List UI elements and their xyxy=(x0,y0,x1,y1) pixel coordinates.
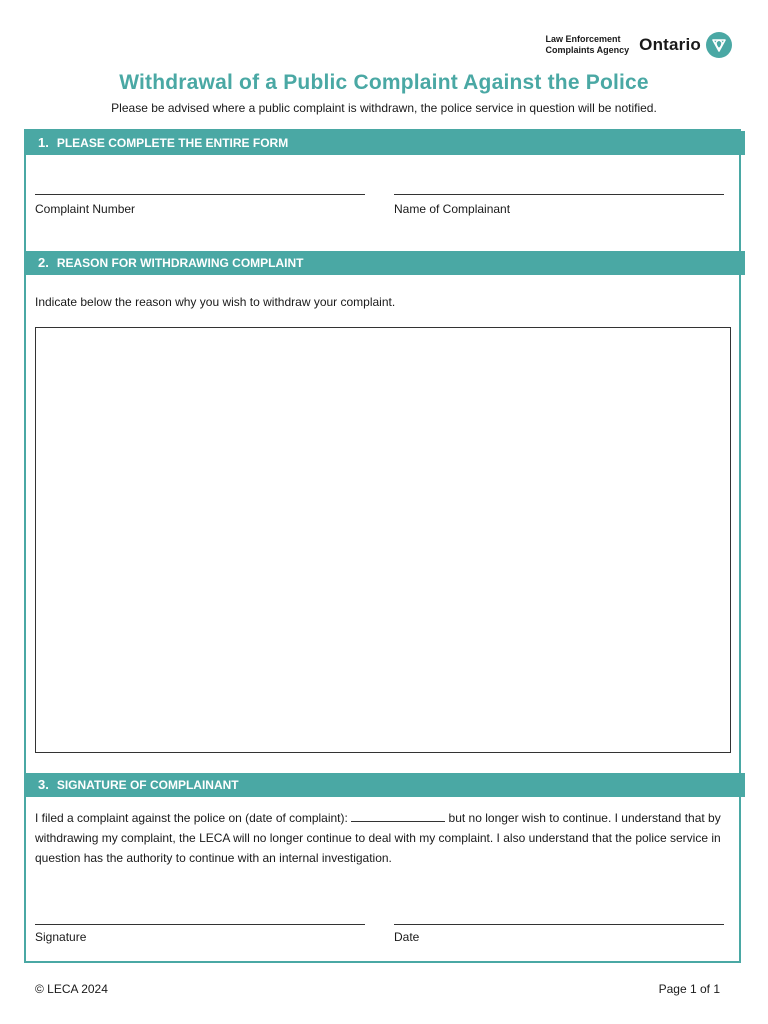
complaint-number-field[interactable] xyxy=(35,194,365,195)
date-field[interactable] xyxy=(394,924,724,925)
withdrawal-statement xyxy=(35,808,735,868)
section-2-header xyxy=(24,251,745,275)
ontario-wordmark: Ontario xyxy=(639,35,701,54)
page-number: Page 1 of 1 xyxy=(658,982,720,996)
complaint-number-label: Complaint Number xyxy=(35,202,136,216)
form-subtitle: Please be advised where a public complaint is withdrawn, the police service in question will be notified. xyxy=(111,101,657,115)
signature-field[interactable] xyxy=(35,924,365,925)
agency-name-line1: Law Enforcement xyxy=(545,34,621,44)
complaint-date-blank[interactable] xyxy=(351,809,445,822)
section-3-number: 3. xyxy=(38,777,49,792)
signature-label: Signature xyxy=(35,930,87,944)
section-1-header xyxy=(24,131,745,155)
complainant-name-label: Name of Complainant xyxy=(394,202,511,216)
section-3-heading: SIGNATURE OF COMPLAINANT xyxy=(56,778,239,792)
agency-name-line2: Complaints Agency xyxy=(545,45,630,55)
complainant-name-field[interactable] xyxy=(394,194,724,195)
header-logo xyxy=(545,32,732,58)
section-1-number: 1. xyxy=(38,135,49,150)
section-2-heading: REASON FOR WITHDRAWING COMPLAINT xyxy=(56,256,304,270)
form-title: Withdrawal of a Public Complaint Against the Police xyxy=(119,71,649,94)
trillium-icon xyxy=(706,32,732,58)
section-1-heading: PLEASE COMPLETE THE ENTIRE FORM xyxy=(56,136,289,150)
statement-part2: but no longer wish to continue. I understand that by withdrawing my complaint, the LECA will no longer continue to deal with my complaint. I also understand that the police service in question has the authority to continue with an internal investigation. xyxy=(35,811,721,865)
reason-instruction: Indicate below the reason why you wish to withdraw your complaint. xyxy=(35,295,396,309)
date-label: Date xyxy=(394,930,420,944)
copyright: © LECA 2024 xyxy=(35,982,108,996)
agency-name xyxy=(545,34,629,56)
statement-part1: I filed a complaint against the police on (date of complaint): xyxy=(35,811,348,825)
reason-textarea[interactable] xyxy=(35,327,731,753)
section-3-header xyxy=(24,773,745,797)
section-2-number: 2. xyxy=(38,255,49,270)
